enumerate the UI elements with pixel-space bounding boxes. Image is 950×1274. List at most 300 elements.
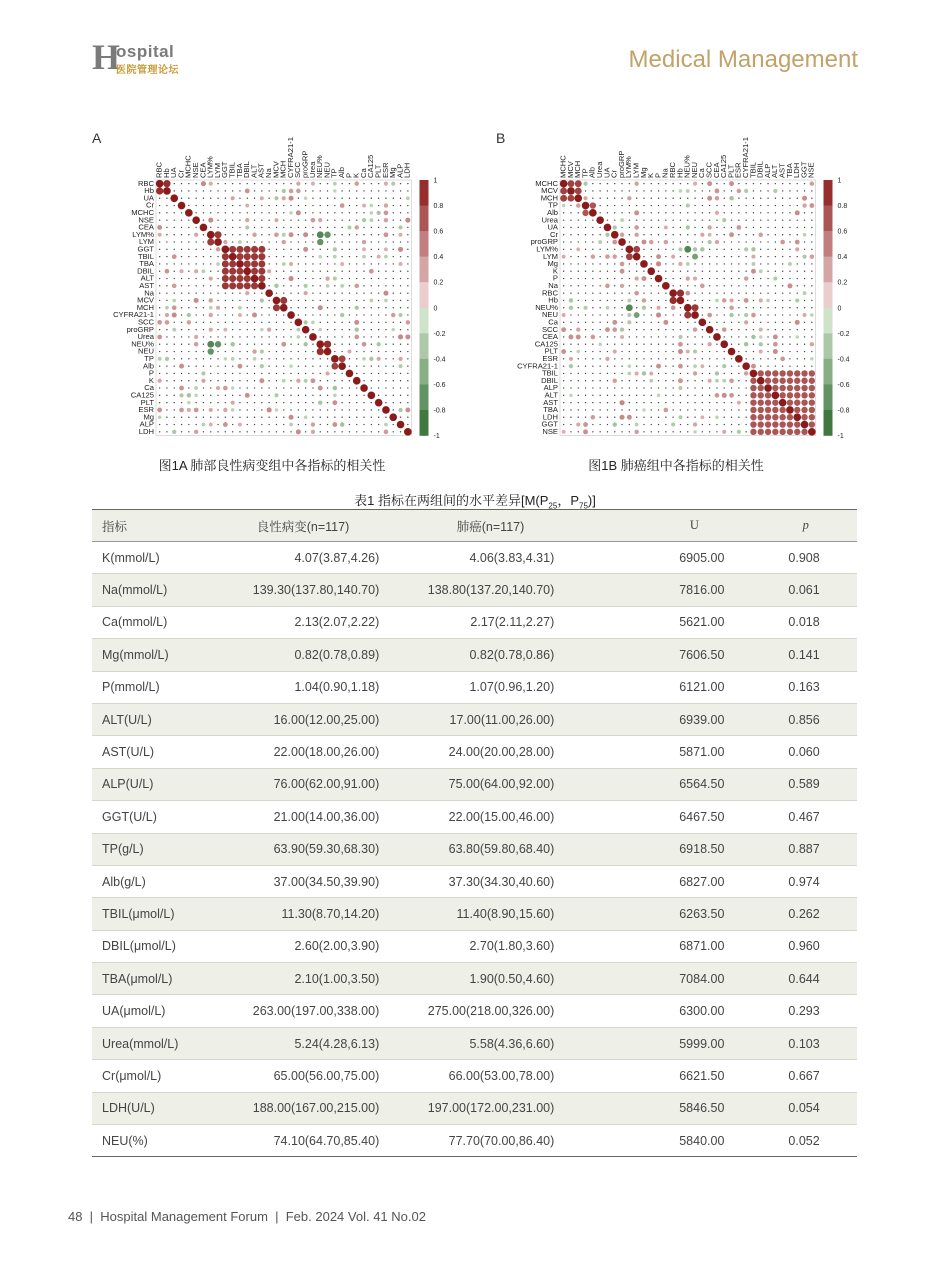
nonsignificant-marker [305, 263, 306, 264]
correlation-circle [737, 430, 741, 434]
nonsignificant-marker [621, 358, 622, 359]
nonsignificant-marker [268, 285, 269, 286]
nonsignificant-marker [607, 351, 608, 352]
nonsignificant-marker [393, 285, 394, 286]
nonsignificant-marker [694, 409, 695, 410]
nonsignificant-marker [239, 417, 240, 418]
nonsignificant-marker [203, 365, 204, 366]
nonsignificant-marker [636, 380, 637, 381]
nonsignificant-marker [239, 212, 240, 213]
nonsignificant-marker [320, 358, 321, 359]
nonsignificant-marker [232, 300, 233, 301]
correlation-circle [297, 335, 301, 339]
nonsignificant-marker [570, 263, 571, 264]
nonsignificant-marker [268, 344, 269, 345]
nonsignificant-marker [195, 249, 196, 250]
correlation-circle [230, 342, 234, 346]
nonsignificant-marker [797, 351, 798, 352]
correlation-circle [787, 378, 793, 384]
nonsignificant-marker [578, 285, 579, 286]
nonsignificant-marker [599, 256, 600, 257]
row-label: Alb [547, 208, 558, 218]
correlation-circle [368, 392, 376, 400]
correlation-circle [678, 335, 682, 339]
correlation-circle [562, 255, 566, 259]
nonsignificant-marker [378, 300, 379, 301]
nonsignificant-marker [694, 212, 695, 213]
table-row [92, 671, 857, 703]
nonsignificant-marker [789, 183, 790, 184]
colorbar-tick-label: -0.4 [433, 356, 446, 364]
correlation-circle [715, 371, 719, 375]
correlation-circle [265, 289, 273, 297]
nonsignificant-marker [378, 292, 379, 293]
correlation-circle [692, 304, 699, 311]
nonsignificant-marker [680, 307, 681, 308]
correlation-circle [245, 189, 250, 194]
nonsignificant-marker [621, 183, 622, 184]
correlation-circle [406, 196, 410, 200]
row-label: DBIL [541, 375, 558, 385]
nonsignificant-marker [760, 314, 761, 315]
nonsignificant-marker [585, 322, 586, 323]
nonsignificant-marker [232, 322, 233, 323]
correlation-circle [679, 189, 683, 193]
nonsignificant-marker [312, 314, 313, 315]
nonsignificant-marker [797, 234, 798, 235]
nonsignificant-marker [687, 373, 688, 374]
correlation-circle [801, 407, 807, 413]
correlation-circle [780, 357, 785, 362]
nonsignificant-marker [811, 300, 812, 301]
correlation-circle [576, 247, 580, 251]
nonsignificant-marker [356, 219, 357, 220]
nonsignificant-marker [268, 402, 269, 403]
correlation-circle [216, 247, 220, 251]
nonsignificant-marker [680, 409, 681, 410]
correlation-circle [620, 335, 624, 339]
correlation-circle [251, 268, 258, 275]
correlation-circle [275, 408, 278, 411]
nonsignificant-marker [400, 373, 401, 374]
nonsignificant-marker [651, 263, 652, 264]
correlation-circle [715, 189, 720, 194]
nonsignificant-marker [166, 198, 167, 199]
nonsignificant-marker [393, 380, 394, 381]
nonsignificant-marker [407, 234, 408, 235]
nonsignificant-marker [188, 336, 189, 337]
nonsignificant-marker [614, 402, 615, 403]
nonsignificant-marker [159, 249, 160, 250]
nonsignificant-marker [341, 431, 342, 432]
colorbar-segment [824, 180, 833, 206]
correlation-circle [382, 406, 390, 414]
nonsignificant-marker [614, 373, 615, 374]
nonsignificant-marker [166, 409, 167, 410]
nonsignificant-marker [174, 234, 175, 235]
nonsignificant-marker [578, 263, 579, 264]
correlation-circle [752, 262, 756, 266]
nonsignificant-marker [775, 314, 776, 315]
nonsignificant-marker [261, 336, 262, 337]
nonsignificant-marker [724, 322, 725, 323]
correlation-circle [209, 328, 213, 332]
nonsignificant-marker [174, 263, 175, 264]
nonsignificant-marker [217, 373, 218, 374]
nonsignificant-marker [745, 329, 746, 330]
nonsignificant-marker [334, 219, 335, 220]
nonsignificant-marker [283, 395, 284, 396]
row-label: RBC [541, 288, 558, 298]
nonsignificant-marker [563, 292, 564, 293]
correlation-circle [728, 348, 736, 356]
nonsignificant-marker [334, 241, 335, 242]
nonsignificant-marker [658, 249, 659, 250]
nonsignificant-marker [385, 190, 386, 191]
nonsignificant-marker [651, 307, 652, 308]
colorbar-segment [420, 333, 429, 359]
nonsignificant-marker [760, 227, 761, 228]
nonsignificant-marker [731, 241, 732, 242]
nonsignificant-marker [643, 424, 644, 425]
nonsignificant-marker [239, 329, 240, 330]
nonsignificant-marker [283, 271, 284, 272]
column-label: LDH [402, 162, 412, 178]
nonsignificant-marker [745, 336, 746, 337]
correlation-circle [251, 246, 258, 253]
table-row [92, 542, 857, 574]
nonsignificant-marker [407, 314, 408, 315]
nonsignificant-marker [811, 351, 812, 352]
nonsignificant-marker [320, 292, 321, 293]
nonsignificant-marker [775, 205, 776, 206]
nonsignificant-marker [239, 190, 240, 191]
nonsignificant-marker [195, 183, 196, 184]
nonsignificant-marker [203, 249, 204, 250]
nonsignificant-marker [188, 358, 189, 359]
nonsignificant-marker [687, 424, 688, 425]
nonsignificant-marker [745, 183, 746, 184]
column-label: Alb [336, 167, 346, 178]
correlation-circle [287, 311, 295, 319]
correlation-circle [633, 253, 641, 261]
correlation-circle [729, 196, 733, 200]
correlation-circle [163, 187, 171, 195]
correlation-circle [671, 305, 676, 310]
nonsignificant-marker [789, 314, 790, 315]
correlation-circle [172, 284, 177, 289]
nonsignificant-marker [563, 424, 564, 425]
nonsignificant-marker [775, 183, 776, 184]
nonsignificant-marker [738, 409, 739, 410]
nonsignificant-marker [327, 322, 328, 323]
column-label: MCHC [183, 155, 193, 178]
nonsignificant-marker [276, 271, 277, 272]
nonsignificant-marker [349, 395, 350, 396]
nonsignificant-marker [753, 212, 754, 213]
row-label: TBA [543, 405, 558, 415]
nonsignificant-marker [217, 380, 218, 381]
column-label: Cr [176, 169, 186, 178]
nonsignificant-marker [195, 373, 196, 374]
nonsignificant-marker [724, 351, 725, 352]
nonsignificant-marker [261, 205, 262, 206]
correlation-circle [258, 246, 265, 253]
nonsignificant-marker [724, 234, 725, 235]
correlation-circle [304, 415, 308, 419]
nonsignificant-marker [261, 387, 262, 388]
nonsignificant-marker [716, 205, 717, 206]
nonsignificant-marker [621, 256, 622, 257]
nonsignificant-marker [298, 300, 299, 301]
nonsignificant-marker [276, 387, 277, 388]
nonsignificant-marker [621, 249, 622, 250]
correlation-circle [569, 364, 573, 368]
nonsignificant-marker [629, 278, 630, 279]
nonsignificant-marker [320, 322, 321, 323]
correlation-circle [722, 393, 727, 398]
colorbar-segment [824, 282, 833, 308]
nonsignificant-marker [767, 256, 768, 257]
correlation-circle [274, 284, 278, 288]
nonsignificant-marker [570, 351, 571, 352]
correlation-circle [324, 348, 332, 356]
nonsignificant-marker [592, 344, 593, 345]
nonsignificant-marker [400, 278, 401, 279]
nonsignificant-marker [592, 183, 593, 184]
row-label: CEA [542, 332, 558, 342]
cell-indicator: Mg(mmol/L) [102, 647, 169, 662]
cell-indicator: TBIL(μmol/L) [102, 906, 175, 921]
cell-benign: 16.00(12.00,25.00) [273, 712, 380, 727]
nonsignificant-marker [174, 190, 175, 191]
colorbar-tick-label: -0.2 [837, 330, 850, 338]
nonsignificant-marker [636, 351, 637, 352]
correlation-circle [223, 422, 228, 427]
correlation-circle [223, 408, 227, 412]
nonsignificant-marker [188, 256, 189, 257]
nonsignificant-marker [767, 351, 768, 352]
nonsignificant-marker [629, 271, 630, 272]
nonsignificant-marker [665, 373, 666, 374]
nonsignificant-marker [356, 351, 357, 352]
nonsignificant-marker [247, 183, 248, 184]
nonsignificant-marker [811, 227, 812, 228]
correlation-circle [289, 262, 293, 266]
nonsignificant-marker [349, 300, 350, 301]
nonsignificant-marker [349, 380, 350, 381]
nonsignificant-marker [629, 205, 630, 206]
correlation-circle [163, 180, 170, 187]
correlation-circle [787, 414, 793, 420]
nonsignificant-marker [738, 322, 739, 323]
row-label: MCHC [535, 178, 558, 188]
nonsignificant-marker [702, 314, 703, 315]
nonsignificant-marker [738, 292, 739, 293]
correlation-circle [779, 370, 785, 376]
correlation-circle [583, 429, 588, 434]
table-row [92, 639, 857, 671]
nonsignificant-marker [363, 234, 364, 235]
correlation-circle [744, 371, 748, 375]
nonsignificant-marker [371, 329, 372, 330]
correlation-circle [678, 364, 683, 369]
nonsignificant-marker [174, 205, 175, 206]
correlation-circle [787, 421, 793, 427]
nonsignificant-marker [789, 292, 790, 293]
cell-u: 6939.00 [679, 712, 725, 727]
nonsignificant-marker [254, 387, 255, 388]
nonsignificant-marker [393, 263, 394, 264]
nonsignificant-marker [181, 358, 182, 359]
nonsignificant-marker [195, 205, 196, 206]
correlation-circle [751, 313, 756, 318]
nonsignificant-marker [393, 241, 394, 242]
nonsignificant-marker [672, 212, 673, 213]
nonsignificant-marker [760, 198, 761, 199]
nonsignificant-marker [731, 373, 732, 374]
correlation-circle [194, 233, 198, 237]
nonsignificant-marker [753, 190, 754, 191]
nonsignificant-marker [716, 285, 717, 286]
correlation-circle [194, 298, 199, 303]
nonsignificant-marker [782, 314, 783, 315]
nonsignificant-marker [276, 402, 277, 403]
nonsignificant-marker [738, 336, 739, 337]
nonsignificant-marker [694, 292, 695, 293]
nonsignificant-marker [702, 344, 703, 345]
nonsignificant-marker [578, 365, 579, 366]
nonsignificant-marker [643, 292, 644, 293]
nonsignificant-marker [745, 424, 746, 425]
nonsignificant-marker [782, 256, 783, 257]
nonsignificant-marker [407, 285, 408, 286]
nonsignificant-marker [195, 278, 196, 279]
correlation-circle [678, 342, 683, 347]
correlation-circle [303, 342, 307, 346]
correlation-circle [187, 401, 190, 404]
row-label: CEA [138, 222, 154, 232]
cell-cancer: 138.80(137.20,140.70) [427, 583, 555, 598]
row-label: TP [144, 354, 154, 364]
correlation-circle [576, 334, 581, 339]
row-label: LDH [542, 412, 558, 422]
correlation-circle [613, 422, 617, 426]
table-row [92, 930, 857, 962]
correlation-circle [765, 392, 771, 398]
nonsignificant-marker [687, 387, 688, 388]
nonsignificant-marker [651, 322, 652, 323]
nonsignificant-marker [651, 314, 652, 315]
nonsignificant-marker [672, 365, 673, 366]
nonsignificant-marker [407, 365, 408, 366]
nonsignificant-marker [181, 183, 182, 184]
correlation-circle [231, 386, 234, 389]
nonsignificant-marker [239, 373, 240, 374]
nonsignificant-marker [782, 344, 783, 345]
nonsignificant-marker [290, 219, 291, 220]
correlation-circle [715, 379, 719, 383]
nonsignificant-marker [400, 344, 401, 345]
correlation-circle [729, 313, 733, 317]
correlation-circle [282, 189, 286, 193]
nonsignificant-marker [665, 292, 666, 293]
correlation-circle [779, 407, 785, 413]
logo-letter: H [92, 37, 121, 77]
column-label: ALT [770, 164, 780, 178]
cell-benign: 2.10(1.00,3.50) [294, 971, 380, 986]
correlation-circle [744, 298, 749, 303]
nonsignificant-marker [694, 263, 695, 264]
nonsignificant-marker [290, 300, 291, 301]
nonsignificant-marker [716, 344, 717, 345]
nonsignificant-marker [334, 292, 335, 293]
nonsignificant-marker [643, 336, 644, 337]
nonsignificant-marker [760, 183, 761, 184]
nonsignificant-marker [166, 256, 167, 257]
nonsignificant-marker [254, 431, 255, 432]
table-row [92, 1092, 857, 1124]
nonsignificant-marker [174, 219, 175, 220]
nonsignificant-marker [629, 387, 630, 388]
nonsignificant-marker [276, 292, 277, 293]
row-label: LDH [138, 427, 154, 437]
nonsignificant-marker [247, 336, 248, 337]
nonsignificant-marker [203, 292, 204, 293]
colorbar-segment [824, 206, 833, 232]
nonsignificant-marker [312, 402, 313, 403]
row-label: NEU [541, 310, 558, 320]
nonsignificant-marker [225, 219, 226, 220]
correlation-circle [216, 306, 220, 310]
correlation-circle [613, 349, 617, 353]
correlation-circle [244, 253, 251, 260]
cell-indicator: ALP(U/L) [102, 777, 154, 792]
nonsignificant-marker [651, 278, 652, 279]
row-label: NEU% [535, 302, 558, 312]
nonsignificant-marker [563, 373, 564, 374]
correlation-circle [773, 277, 777, 281]
correlation-circle [389, 413, 397, 421]
nonsignificant-marker [629, 212, 630, 213]
nonsignificant-marker [636, 409, 637, 410]
nonsignificant-marker [599, 249, 600, 250]
nonsignificant-marker [607, 402, 608, 403]
correlation-circle [157, 225, 162, 230]
correlation-circle [157, 320, 162, 325]
nonsignificant-marker [195, 322, 196, 323]
nonsignificant-marker [393, 271, 394, 272]
nonsignificant-marker [760, 322, 761, 323]
nonsignificant-marker [724, 417, 725, 418]
nonsignificant-marker [680, 256, 681, 257]
correlation-circle [304, 291, 308, 295]
correlation-circle [384, 203, 388, 207]
nonsignificant-marker [687, 219, 688, 220]
correlation-circle [765, 421, 771, 427]
nonsignificant-marker [188, 278, 189, 279]
nonsignificant-marker [687, 402, 688, 403]
nonsignificant-marker [363, 395, 364, 396]
correlation-circle [560, 180, 568, 188]
nonsignificant-marker [578, 227, 579, 228]
cell-p: 0.052 [788, 1133, 820, 1148]
nonsignificant-marker [665, 205, 666, 206]
nonsignificant-marker [254, 395, 255, 396]
nonsignificant-marker [407, 300, 408, 301]
nonsignificant-marker [261, 212, 262, 213]
column-label: NEU [322, 161, 332, 178]
